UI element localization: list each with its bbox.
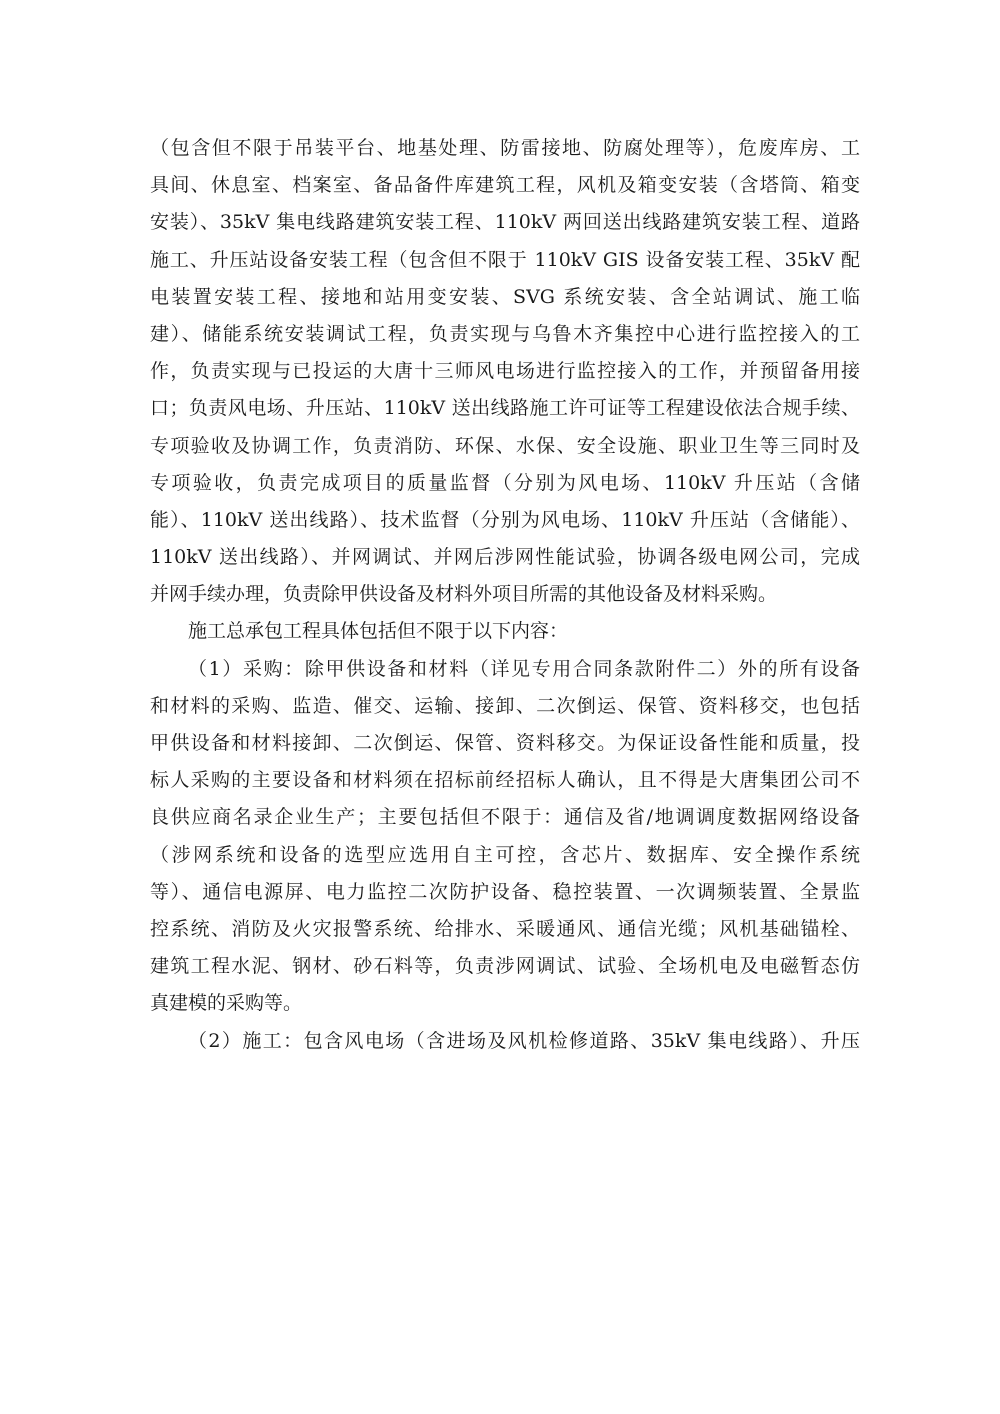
text-line: 良供应商名录企业生产；主要包括但不限于：通信及省/地调调度数据网络设备	[150, 806, 860, 829]
text-line: 施工总承包工程具体包括但不限于以下内容：	[188, 620, 569, 643]
text-line: 专项验收及协调工作，负责消防、环保、水保、安全设施、职业卫生等三同时及	[150, 434, 860, 457]
text-line: 等）、通信电源屏、电力监控二次防护设备、稳控装置、一次调频装置、全景监	[150, 880, 860, 903]
text-line: （涉网系统和设备的选型应选用自主可控，含芯片、数据库、安全操作系统	[150, 843, 860, 866]
text-line: 建筑工程水泥、钢材、砂石料等，负责涉网调试、试验、全场机电及电磁暂态仿	[150, 955, 860, 978]
text-line: 建）、储能系统安装调试工程，负责实现与乌鲁木齐集控中心进行监控接入的工	[150, 322, 860, 345]
text-line: 真建模的采购等。	[150, 992, 303, 1015]
text-line: 专项验收，负责完成项目的质量监督（分别为风电场、110kV 升压站（含储	[150, 471, 860, 494]
text-line: 安装）、35kV 集电线路建筑安装工程、110kV 两回送出线路建筑安装工程、道路	[150, 211, 860, 234]
text-line: 甲供设备和材料接卸、二次倒运、保管、资料移交。为保证设备性能和质量，投	[150, 732, 860, 754]
text-line: 能）、110kV 送出线路）、技术监督（分别为风电场、110kV 升压站（含储能）、	[150, 508, 860, 531]
text-line: 和材料的采购、监造、催交、运输、接卸、二次倒运、保管、资料移交，也包括	[150, 694, 860, 717]
text-line: 控系统、消防及火灾报警系统、给排水、采暖通风、通信光缆；风机基础锚栓、	[150, 917, 860, 940]
text-line: （包含但不限于吊装平台、地基处理、防雷接地、防腐处理等），危废库房、工	[150, 137, 860, 159]
text-line: 标人采购的主要设备和材料须在招标前经招标人确认，且不得是大唐集团公司不	[150, 769, 860, 792]
text-line: 施工、升压站设备安装工程（包含但不限于 110kV GIS 设备安装工程、35kV 配	[150, 248, 860, 271]
text-line: 电装置安装工程、接地和站用变安装、SVG 系统安装、含全站调试、施工临	[150, 285, 860, 308]
text-line: 具间、休息室、档案室、备品备件库建筑工程，风机及箱变安装（含塔筒、箱变	[150, 174, 860, 197]
text-line: 作，负责实现与已投运的大唐十三师风电场进行监控接入的工作，并预留备用接	[150, 360, 860, 383]
text-line: （2）施工：包含风电场（含进场及风机检修道路、35kV 集电线路）、升压	[188, 1029, 860, 1052]
document-body	[150, 130, 860, 1060]
text-line: 口；负责风电场、升压站、110kV 送出线路施工许可证等工程建设依法合规手续、	[150, 397, 860, 420]
text-line: 并网手续办理，负责除甲供设备及材料外项目所需的其他设备及材料采购。	[150, 583, 778, 606]
text-line: 110kV 送出线路）、并网调试、并网后涉网性能试验，协调各级电网公司，完成	[150, 546, 860, 569]
text-line: （1）采购：除甲供设备和材料（详见专用合同条款附件二）外的所有设备	[188, 657, 860, 680]
